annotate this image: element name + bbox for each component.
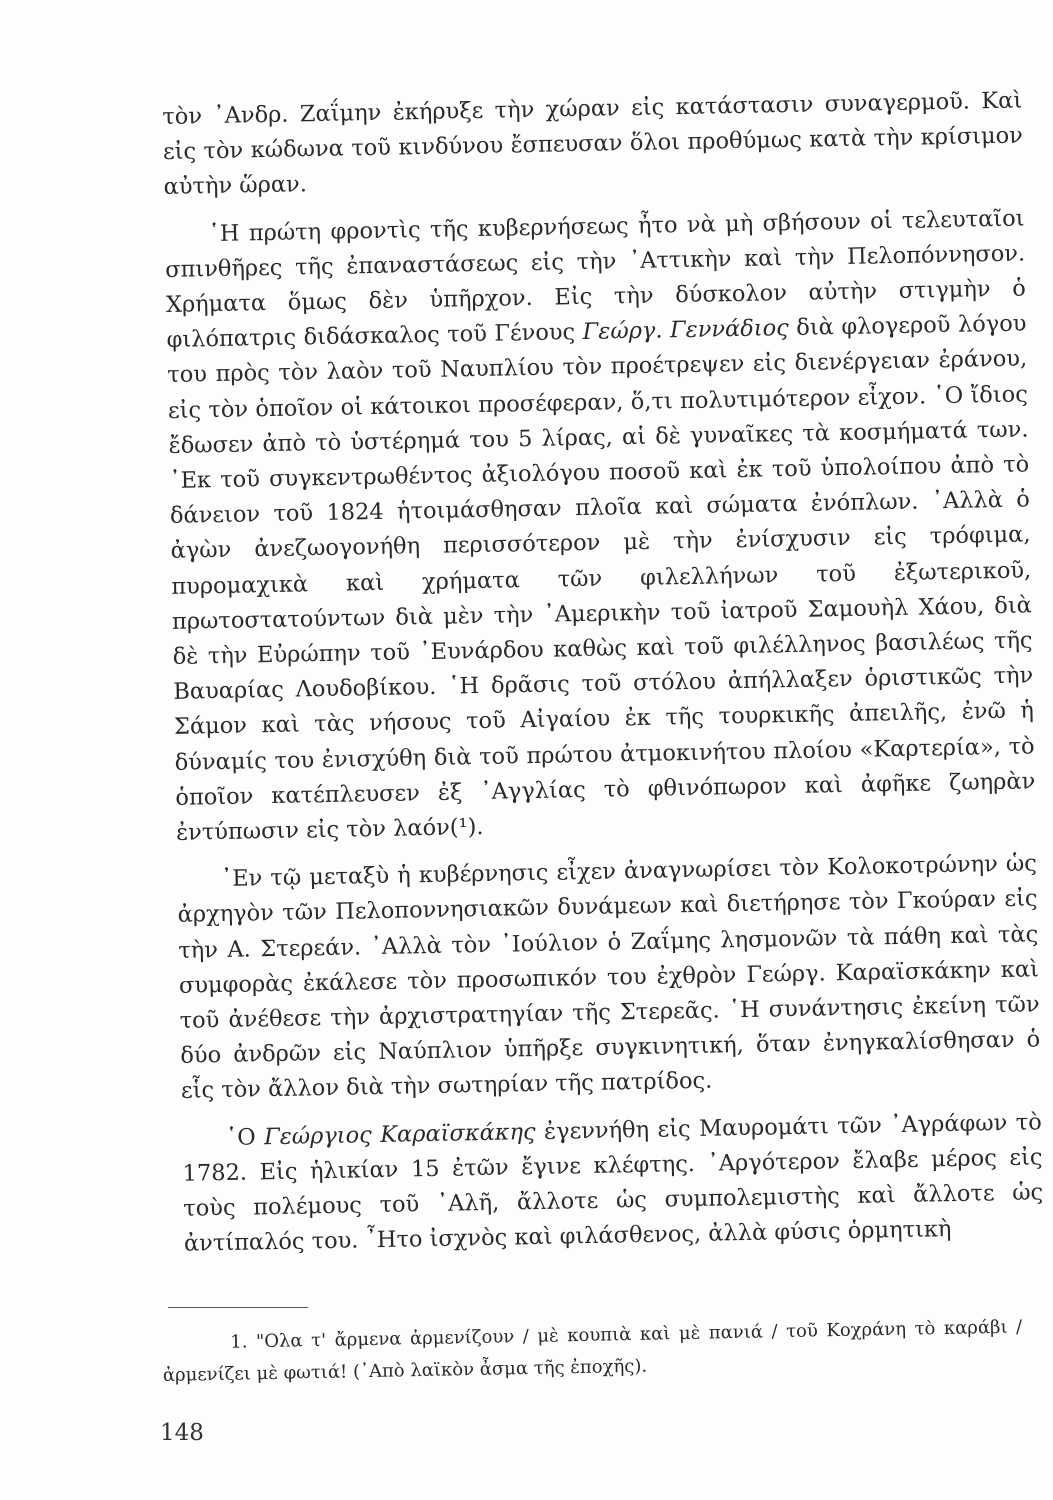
- body-text: [162, 83, 1044, 1262]
- paragraph-1: τὸν ᾿Ανδρ. Ζαΐμην ἐκήρυξε τὴν χώραν εἰς κατάστασιν συναγερμοῦ. Καὶ εἰς τὸν κώδωνα τοῦ κινδύνου ἔσπευσαν ὅλοι προθύμως κατὰ τὴν κρίσιμον αὐτὴν ὥραν.: [162, 87, 1024, 201]
- paragraph-4-name-karaiskakis: Γεώργιος Καραϊσκάκης: [263, 1118, 536, 1150]
- paragraph-4: [182, 1105, 1045, 1262]
- paragraph-3: ᾿Εν τῷ μεταξὺ ἡ κυβέρνησις εἶχεν ἀναγνωρίσει τὸν Κολοκοτρώνην ὡς ἀρχηγὸν τῶν Πελοποννησιακῶν δυνάμεων καὶ διετήρησε τὸν Γκούραν εἰς τὴν Α. Στερεάν. ᾿Αλλὰ τὸν ᾿Ιούλιον ὁ Ζαΐμης λησμονῶν τὰ πάθη καὶ τὰς συμφορὰς ἐκάλεσε τὸν προσωπικόν του ἐχθρὸν Γεώργ. Καραϊσκάκην καὶ τοῦ ἀνέθεσε τὴν ἀρχιστρατηγίαν τῆς Στερεᾶς. ῾Η συνάντησις ἐκείνη τῶν δύο ἀνδρῶν εἰς Ναύπλιον ὑπῆρξε συγκινητική, ὅταν ἐνηγκαλίσθησαν ὁ εἷς τὸν ἄλλον διὰ τὴν σωτηρίαν τῆς πατρίδος.: [177, 850, 1041, 1105]
- page-number: 148: [160, 1420, 204, 1446]
- paragraph-4-text-a: ῾Ο: [225, 1123, 265, 1151]
- paragraph-2-name-gennadios: Γεώργ. Γεννάδιος: [582, 315, 790, 346]
- footnote-reference: (¹).: [449, 814, 484, 841]
- paragraph-2-text-b: διὰ φλογεροῦ λόγου του πρὸς τὸν λαὸν τοῦ Ναυπλίου τὸν προέτρεψεν εἰς διενέργειαν ἐράνου, εἰς τὸν ὁποῖον οἱ κάτοικοι προσέφεραν, ὅ,τι πολυτιμότερον εἶχον. ῾Ο ἴδιος ἔδωσεν ἀπὸ τὸ ὑστέρημά του 5 λίρας, αἱ δὲ γυναῖκες τὰ κοσμήματά των. ᾿Εκ τοῦ συγκεντρωθέντος ἀξιολόγου ποσοῦ καὶ ἐκ τοῦ ὑπολοίπου ἀπὸ τὸ δάνειον τοῦ 1824 ἡτοιμάσθησαν πλοῖα καὶ σώματα ἐνόπλων. ᾿Αλλὰ ὁ ἀγὼν ἀνεζωογονήθη περισσότερον μὲ τὴν ἐνίσχυσιν εἰς τρόφιμα, πυρομαχικὰ καὶ χρήματα τῶν φιλελλήνων τοῦ ἐξωτερικοῦ, πρωτοστατούντων διὰ μὲν τὴν ᾿Αμερικὴν τοῦ ἰατροῦ Σαμουὴλ Χάου, διὰ δὲ τὴν Εὐρώπην τοῦ ᾿Ευνάρδου καθὼς καὶ τοῦ φιλέλληνος βασιλέως τῆς Βαυαρίας Λουδοβίκου. ῾Η δρᾶσις τοῦ στόλου ἀπήλλαξεν ὁριστικῶς τὴν Σάμον καὶ τὰς νήσους τοῦ Αἰγαίου ἐκ τῆς τουρκικῆς ἀπειλῆς, ἐνῶ ἡ δύναμίς του ἐνισχύθη διὰ τοῦ πρώτου ἀτμοκινήτου πλοίου «Καρτερία», τὸ ὁποῖον κατέπλευσεν ἐξ ᾿Αγγλίας τὸ φθινόπωρον καὶ ἀφῆκε ζωηρὰν ἐντύπωσιν εἰς τὸν λαόν: [167, 310, 1036, 846]
- paragraph-2: [164, 201, 1036, 851]
- paragraph-2-text-a: ῾Η πρώτη φροντὶς τῆς κυβερνήσεως ἦτο νὰ μὴ σβήσουν οἱ τελευταῖοι σπινθῆρες τῆς ἐπαναστάσεως εἰς τὴν ᾿Αττικὴν καὶ τὴν Πελοπόννησον. Χρήματα ὅμως δὲν ὑπῆρχον. Εἰς τὴν δύσκολον αὐτὴν στιγμὴν ὁ φιλόπατρις διδάσκαλος τοῦ Γένους: [165, 205, 1027, 354]
- footnote: 1. "Ολα τ' ἄρμενα ἀρμενίζουν / μὲ κουπιὰ καὶ μὲ πανιά / τοῦ Κοχράνη τὸ καράβι / ἀρμενίζει μὲ φωτιά! (᾿Απὸ λαϊκὸν ἆσμα τῆς ἐποχῆς).: [162, 1316, 1023, 1386]
- footnote-divider: [168, 1307, 308, 1308]
- paragraph-4-text-b: ἐγεννήθη εἰς Μαυρομάτι τῶν ᾿Αγράφων τὸ 1782. Εἰς ἡλικίαν 15 ἐτῶν ἔγινε κλέφτης. ᾿Αργότερον ἔλαβε μέρος εἰς τοὺς πολέμους τοῦ ᾿Αλῆ, ἄλλοτε ὡς συμπολεμιστὴς καὶ ἄλλοτε ὡς ἀντίπαλός του. ῏Ητο ἰσχνὸς καὶ φιλάσθενος, ἀλλὰ φύσις ὁρμητικὴ: [182, 1108, 1044, 1258]
